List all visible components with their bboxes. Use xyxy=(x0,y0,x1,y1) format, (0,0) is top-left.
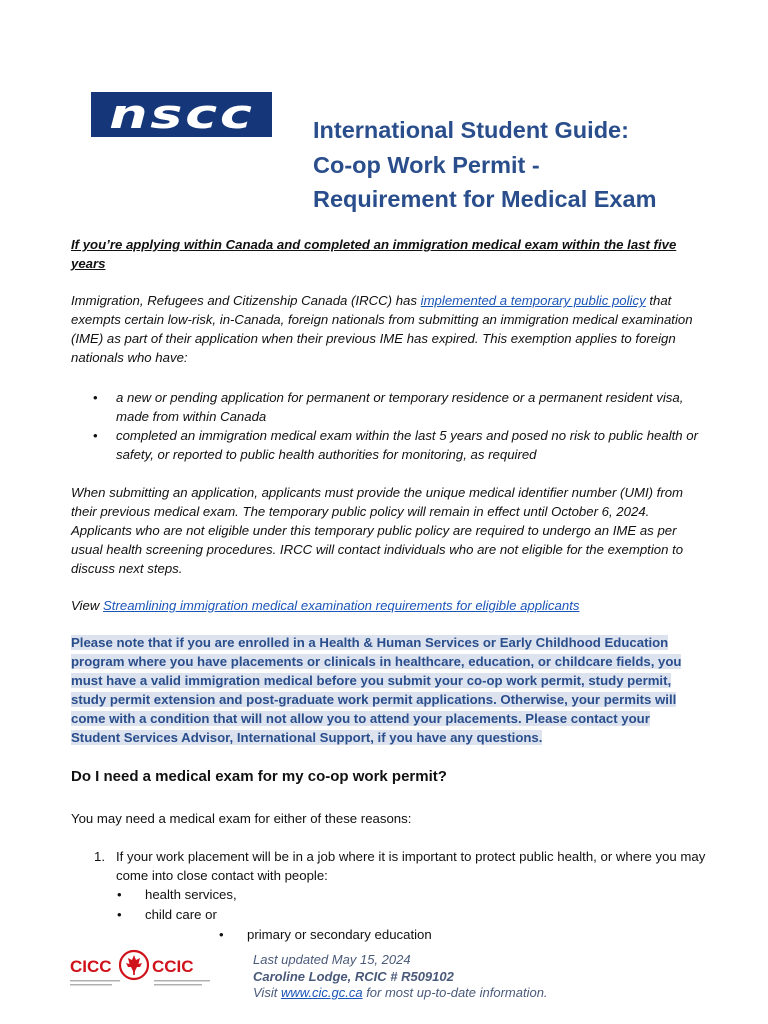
section-heading: If you’re applying within Canada and completed an immigration medical exam within the last five years xyxy=(71,237,677,271)
list-item-text: completed an immigration medical exam within the last 5 years and posed no risk to public health or safety, or reported to public health authorities for monitoring, as required xyxy=(116,428,699,462)
umi-paragraph: When submitting an application, applicants must provide the unique medical identifier number (UMI) from their previous medical exam. The temporary public policy will remain in effect until October 6, 2024. Applicants who are not eligible under this temporary public policy are required to undergo an IME as per usual health screening procedures. IRCC will contact individuals who are not eligible for the exemption to discuss next steps. xyxy=(71,485,684,576)
footer-info xyxy=(253,952,548,1002)
ccic-text: CCIC xyxy=(152,957,194,976)
cicc-text: CICC xyxy=(70,957,112,976)
maple-leaf-icon xyxy=(126,955,142,975)
exemption-list xyxy=(71,388,701,464)
note-text: Please note that if you are enrolled in a Health & Human Services or Early Childhood Education program where you have placements or clinicals in healthcare, education, or childcare fields, you must have a valid immigration medical before you submit your co-op work permit, study permit, study permit extension and post-graduate work permit applications. Otherwise, your permits will come with a condition that will not allow you to attend your placements. Please contact your Student Services Advisor, International Support, if you have any questions. xyxy=(71,635,682,745)
bullet-icon: • xyxy=(93,390,98,405)
logo-subtext-line xyxy=(70,984,112,986)
list-item xyxy=(71,388,701,426)
view-paragraph xyxy=(71,596,701,615)
streamlining-link[interactable]: Streamlining immigration medical examination requirements for eligible applicants xyxy=(103,598,580,613)
temporary-public-policy-link[interactable]: implemented a temporary public policy xyxy=(420,293,646,308)
author-line: Caroline Lodge, RCIC # R509102 xyxy=(253,968,454,984)
logo-subtext-line xyxy=(154,984,202,986)
intro-text-after: that exempts certain low-risk, in-Canada, foreign nationals from submitting an immigration medical examination (IME) as part of their application when their previous IME has expired. This exemption applies to foreign nationals who have: xyxy=(71,293,693,365)
visit-line xyxy=(253,985,548,1002)
title-line-3: Requirement for Medical Exam xyxy=(313,186,657,212)
medical-exam-question: Do I need a medical exam for my co-op work permit? xyxy=(71,768,447,785)
title-line-1: International Student Guide: xyxy=(313,117,629,143)
sub-list-item xyxy=(219,925,432,944)
placement-note xyxy=(71,633,686,747)
page-title xyxy=(313,113,733,217)
view-prefix: View xyxy=(71,598,104,613)
item-number: 1. xyxy=(94,849,105,864)
logo-subtext-line xyxy=(154,980,210,982)
intro-text-before: Immigration, Refugees and Citizenship Canada (IRCC) has xyxy=(71,293,421,308)
cic-website-link[interactable]: www.cic.gc.ca xyxy=(280,985,363,1000)
intro-paragraph xyxy=(71,291,701,367)
sub-list-item xyxy=(117,905,217,924)
visit-suffix: for most up-to-date information. xyxy=(362,985,548,1000)
logo-subtext-line xyxy=(70,980,120,982)
nscc-logo xyxy=(91,92,272,137)
bullet-icon: • xyxy=(117,887,122,902)
visit-prefix: Visit xyxy=(253,985,281,1000)
reasons-lead: You may need a medical exam for either of these reasons: xyxy=(71,811,412,826)
list-item-text: a new or pending application for permanent or temporary residence or a permanent resident visa, made from within Canada xyxy=(116,390,684,424)
item-text: If your work placement will be in a job where it is important to protect public health, or where you may come into close contact with people: xyxy=(116,849,706,883)
bullet-icon: • xyxy=(219,927,224,942)
title-line-2: Co-op Work Permit - xyxy=(313,151,540,178)
bullet-icon: • xyxy=(93,428,98,443)
numbered-item xyxy=(94,847,714,885)
sub-item-text: child care or xyxy=(145,907,217,922)
sub-item-text: health services, xyxy=(145,887,237,902)
bullet-icon: • xyxy=(117,907,122,922)
list-item xyxy=(71,426,701,464)
cicc-logo xyxy=(70,949,232,991)
logo-text: nscc xyxy=(108,92,255,137)
sub-list-item xyxy=(117,885,237,904)
sub-item-text: primary or secondary education xyxy=(247,927,432,942)
last-updated: Last updated May 15, 2024 xyxy=(253,952,411,967)
